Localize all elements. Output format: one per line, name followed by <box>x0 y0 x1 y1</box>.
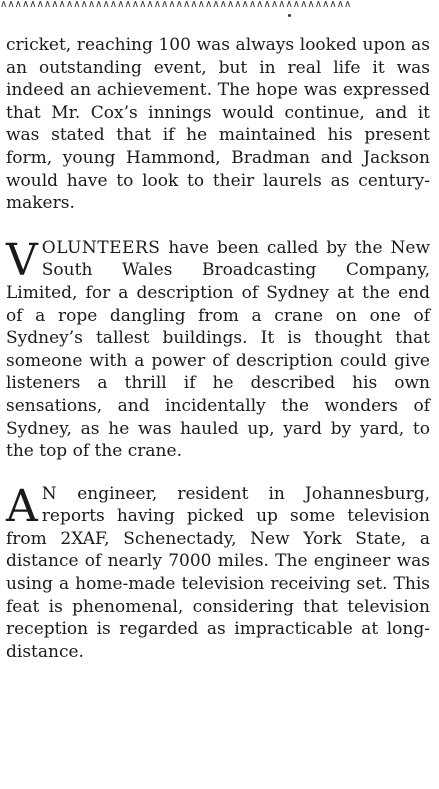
lead-word: OLUNTEERS <box>41 237 161 258</box>
paragraph-body: engineer, resident in Johannesburg, reports having picked up some television from 2XAF, Schenectady, New York State, a distance of nearly 7000 miles. The engineer was using a home-made television receiving set. This feat is phenomenal, considering that television reception is regarded as impracticable at long-distance. <box>6 483 430 662</box>
lead-word: N <box>41 483 58 504</box>
decorative-border: ∧∧∧∧∧∧∧∧∧∧∧∧∧∧∧∧∧∧∧∧∧∧∧∧∧∧∧∧∧∧∧∧∧∧∧∧∧∧∧∧∧∧∧∧∧∧∧∧ <box>0 0 352 10</box>
decorative-dot <box>288 14 291 17</box>
drop-cap: V <box>6 234 38 286</box>
article-column <box>6 34 430 663</box>
drop-cap: A <box>6 480 38 532</box>
paragraph-television <box>6 480 430 664</box>
paragraph-volunteers <box>6 234 430 463</box>
paragraph-body: have been called by the New South Wales Broadcasting Company, Limited, for a description of Sydney at the end of a rope dangling from a crane on one of Sydney’s tallest buildings. It is thought that someone with a power of description could give listeners a thrill if he described his own sensations, and incidentally the wonders of Sydney, as he was hauled up, yard by yard, to the top of the crane. <box>6 237 430 462</box>
paragraph-cricket: cricket, reaching 100 was always looked upon as an outstanding event, but in real life it was indeed an achievement. The hope was expressed that Mr. Cox’s innings would continue, and it was stated that if he maintained his present form, young Hammond, Bradman and Jackson would have to look to their laurels as century-makers. <box>6 35 430 214</box>
